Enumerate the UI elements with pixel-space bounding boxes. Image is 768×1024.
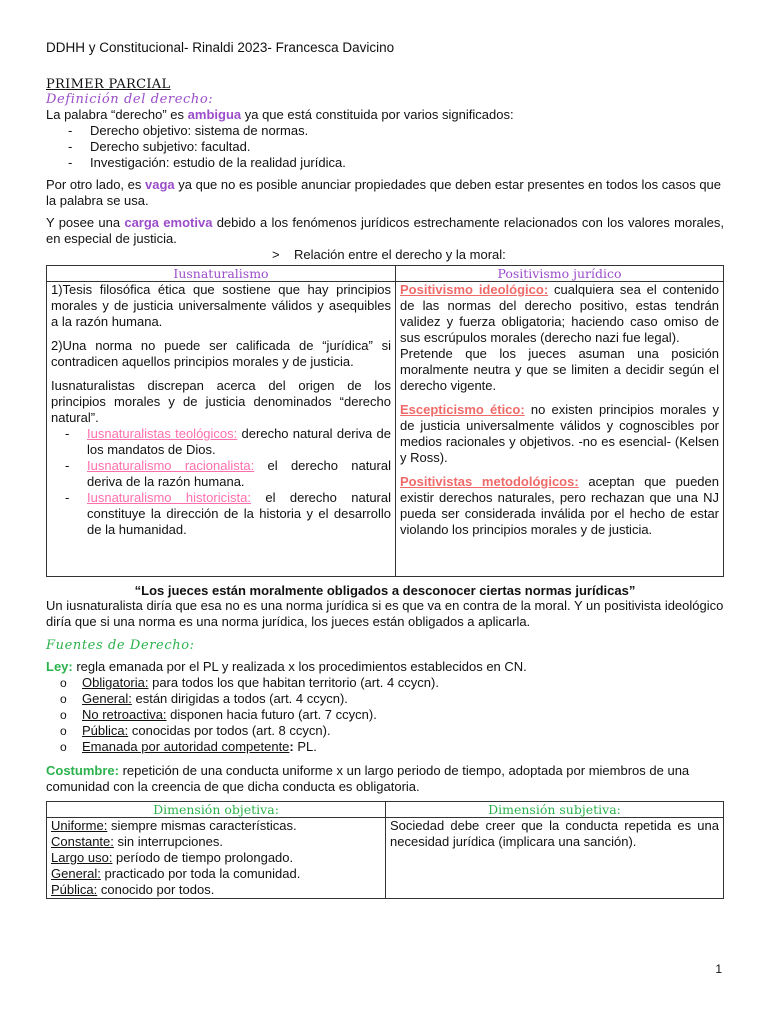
table-header-subjetiva: Dimensión subjetiva: bbox=[386, 802, 724, 818]
table-header-iusnaturalismo: Iusnaturalismo bbox=[47, 266, 396, 282]
document-page bbox=[46, 40, 724, 899]
keyword-vaga: vaga bbox=[145, 177, 175, 192]
keyword-positivistas-metodologicos: Positivistas metodológicos: bbox=[400, 474, 579, 489]
page-number: 1 bbox=[715, 962, 722, 976]
document-header: DDHH y Constitucional- Rinaldi 2023- Francesca Davicino bbox=[46, 40, 395, 55]
table-row: Largo uso: período de tiempo prolongado. bbox=[51, 850, 294, 865]
heading-fuentes: Fuentes de Derecho: bbox=[46, 638, 195, 653]
relacion-line: > Relación entre el derecho y la moral: bbox=[272, 247, 506, 262]
table-derecho-moral bbox=[46, 265, 724, 577]
list-item: o Obligatoria: para todos los que habitan territorio (art. 4 ccycn). bbox=[60, 675, 724, 691]
table-row: Constante: sin interrupciones. bbox=[51, 834, 223, 849]
keyword-ambigua: ambigua bbox=[187, 107, 242, 122]
table-costumbre bbox=[46, 801, 724, 899]
list-item: - Derecho subjetivo: facultad. bbox=[68, 139, 724, 155]
cell-iusnaturalismo: 1)Tesis filosófica ética que sostiene que hay principios morales y de justicia universalmente válidos y asequibles a la razón humana. 2)Una norma no puede ser calificada de “jurídica” si contradicen aquellos principios morales y de justicia. Iusnaturalistas discrepan acerca del origen de los principios morales y de justicia denominados “derecho natural”. - Iusnaturalistas teológicos: derecho natural deriva de los mandatos de Dios. - Iusnaturalismo racionalista: el derecho natural deriva de la razón humana. - Iusnaturalismo historicista: el derecho natural constituye la dirección de la historia y el desarrollo de la humanidad. bbox=[47, 282, 396, 577]
def-paragraph-3: Y posee una carga emotiva debido a los fenómenos jurídicos estrechamente relacionados con los valores morales, en especial de justicia. bbox=[46, 215, 724, 246]
list-item: o Pública: conocidas por todos (art. 8 ccycn). bbox=[60, 723, 724, 739]
cell-positivismo: Positivismo ideológico: cualquiera sea el contenido de las normas del derecho positivo, estas tendrán validez y fuerza obligatoria; haciendo caso omiso de sus escrúpulos morales (derecho nazi fue legal). Pretende que los jueces asuman una posición moralmente neutra y que se limiten a decidir según el derecho vigente. Escepticismo ético: no existen principios morales y de justicia universalmente válidos y cognoscibles por medios racionales y objetivos. -no es esencial- (Kelsen y Ross). Positivistas metodológicos: aceptan que pueden existir derechos naturales, pero rechazan que una NJ pueda ser considerada inválida por el hecho de estar violando los principios morales y de justicia. bbox=[396, 282, 724, 577]
keyword-positivismo-ideologico: Positivismo ideológico: bbox=[400, 282, 549, 297]
quote: “Los jueces están moralmente obligados a desconocer ciertas normas jurídicas” bbox=[134, 583, 636, 598]
iusnat-list bbox=[51, 426, 391, 538]
list-item: o No retroactiva: disponen hacia futuro (art. 7 ccycn). bbox=[60, 707, 724, 723]
table-header-objetiva: Dimensión objetiva: bbox=[47, 802, 386, 818]
keyword-costumbre: Costumbre: bbox=[46, 763, 119, 778]
quote-explanation: Un iusnaturalista diría que esa no es una norma jurídica si es que va en contra de la moral. Y un positivista ideológico diría que si una norma es una norma jurídica, los jueces están obligados a aplicarla. bbox=[46, 598, 724, 629]
list-item: - Iusnaturalismo historicista: el derecho natural constituye la dirección de la historia y el desarrollo de la humanidad. bbox=[65, 490, 391, 538]
section-title-primer-parcial: PRIMER PARCIAL bbox=[46, 77, 171, 92]
list-item: - Investigación: estudio de la realidad jurídica. bbox=[68, 155, 724, 171]
list-item: o Emanada por autoridad competente: PL. bbox=[60, 739, 724, 755]
list-item: - Iusnaturalismo racionalista: el derecho natural deriva de la razón humana. bbox=[65, 458, 391, 490]
def-paragraph-1: La palabra “derecho” es ambigua ya que está constituida por varios significados: bbox=[46, 107, 514, 122]
cell-objetiva bbox=[47, 818, 386, 899]
table-header-positivismo: Positivismo jurídico bbox=[396, 266, 724, 282]
keyword-carga-emotiva: carga emotiva bbox=[124, 215, 213, 230]
table-row: Uniforme: siempre mismas características. bbox=[51, 818, 297, 833]
arrow-icon: > bbox=[272, 247, 280, 262]
keyword-escepticismo: Escepticismo ético: bbox=[400, 402, 525, 417]
def-list bbox=[46, 123, 724, 171]
ley-list bbox=[46, 675, 724, 755]
costumbre-paragraph: Costumbre: repetición de una conducta uniforme x un largo periodo de tiempo, adoptada por miembros de una comunidad con la creencia de que dicha conducta es obligatoria. bbox=[46, 763, 690, 794]
heading-definicion: Definición del derecho: bbox=[46, 92, 214, 107]
ley-paragraph: Ley: regla emanada por el PL y realizada x los procedimientos establecidos en CN. bbox=[46, 659, 527, 674]
table-row: General: practicado por toda la comunidad. bbox=[51, 866, 301, 881]
list-item: - Iusnaturalistas teológicos: derecho natural deriva de los mandatos de Dios. bbox=[65, 426, 391, 458]
def-paragraph-2: Por otro lado, es vaga ya que no es posible anunciar propiedades que deben estar presentes en todos los casos que la palabra se usa. bbox=[46, 177, 722, 208]
keyword-ley: Ley: bbox=[46, 659, 73, 674]
list-item: o General: están dirigidas a todos (art. 4 ccycn). bbox=[60, 691, 724, 707]
table-row: Pública: conocido por todos. bbox=[51, 882, 215, 897]
list-item: - Derecho objetivo: sistema de normas. bbox=[68, 123, 724, 139]
cell-subjetiva: Sociedad debe creer que la conducta repetida es una necesidad jurídica (implicara una sanción). bbox=[386, 818, 724, 899]
